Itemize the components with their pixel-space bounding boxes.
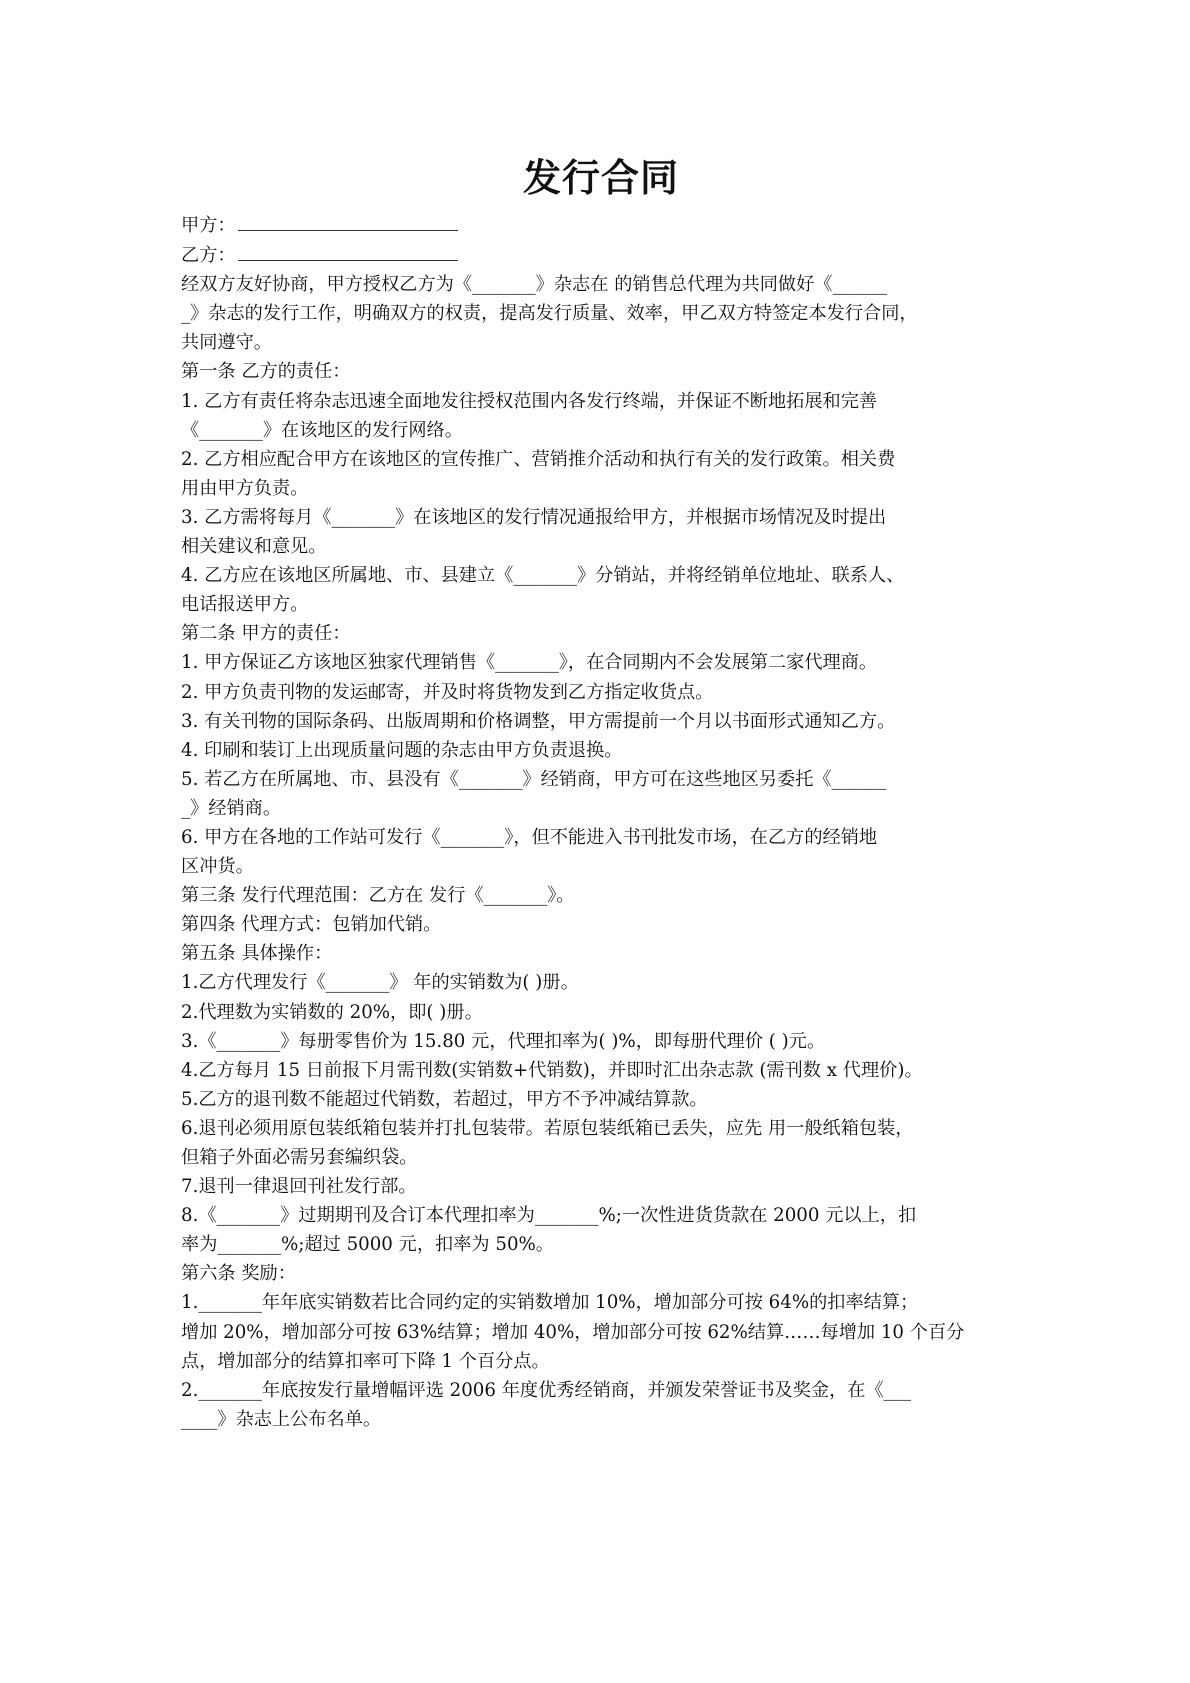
document-title: 发行合同 [522, 156, 679, 200]
document-line: ____》杂志上公布名单。 [181, 1408, 382, 1430]
document-line: 7.退刊一律退回刊社发行部。 [181, 1176, 417, 1198]
party-b-label: 乙方： [181, 245, 236, 267]
document-line: 第六条 奖励： [181, 1263, 296, 1285]
document-line: 1. 乙方有责任将杂志迅速全面地发往授权范围内各发行终端，并保证不断地拓展和完善 [181, 390, 878, 412]
document-line: 1. 甲方保证乙方该地区独家代理销售《_______》，在合同期内不会发展第二家代理商。 [181, 652, 878, 674]
document-line: 《_______》在该地区的发行网络。 [181, 419, 463, 441]
document-line: 率为_______%;超过 5000 元，扣率为 50%。 [181, 1234, 554, 1256]
document-line: 2. 乙方相应配合甲方在该地区的宣传推广、营销推介活动和执行有关的发行政策。相关费 [181, 448, 896, 470]
document-line: 6.退刊必须用原包装纸箱包装并打扎包装带。若原包装纸箱已丢失，应先 用一般纸箱包装， [181, 1117, 914, 1139]
document-line: 6. 甲方在各地的工作站可发行《_______》，但不能进入书刊批发市场，在乙方的经销地 [181, 826, 878, 848]
document-line: 4. 乙方应在该地区所属地、市、县建立《_______》分销站，并将经销单位地址、联系人、 [181, 565, 905, 587]
document-line: 8.《_______》过期期刊及合订本代理扣率为_______%;一次性进货货款在 2000 元以上，扣 [181, 1205, 917, 1227]
document-line: 但箱子外面必需另套编织袋。 [181, 1147, 418, 1168]
document-page [181, 150, 1021, 1434]
document-line: 1._______年年底实销数若比合同约定的实销数增加 10%，增加部分可按 64%的扣率结算； [181, 1292, 919, 1314]
document-line: 增加 20%，增加部分可按 63%结算；增加 40%，增加部分可按 62%结算……每增加 10 个百分 [181, 1321, 965, 1343]
document-line: 2._______年底按发行量增幅评选 2006 年度优秀经销商，并颁发荣誉证书及奖金，在《___ [181, 1379, 911, 1401]
document-line: 第五条 具体操作： [181, 943, 333, 965]
document-line: 相关建议和意见。 [181, 536, 327, 558]
document-line: 第一条 乙方的责任： [181, 361, 351, 383]
document-line: 用由甲方负责。 [181, 477, 309, 499]
document-line: 3.《_______》每册零售价为 15.80 元，代理扣率为( )%，即每册代理价 ( )元。 [181, 1030, 826, 1052]
document-line: 3. 有关刊物的国际条码、出版周期和价格调整，甲方需提前一个月以书面形式通知乙方。 [181, 710, 896, 732]
document-line: 4.乙方每月 15 日前报下月需刊数(实销数+代销数)，并即时汇出杂志款 (需刊数 x 代理价)。 [181, 1059, 923, 1081]
party-b-line [181, 240, 1021, 270]
document-line: 第三条 发行代理范围：乙方在 发行《_______》。 [181, 885, 575, 907]
party-b-blank [238, 240, 458, 261]
document-line: 共同遵守。 [181, 332, 272, 354]
document-line: 第二条 甲方的责任： [181, 623, 351, 645]
document-line: 点，增加部分的结算扣率可下降 1 个百分点。 [181, 1350, 550, 1372]
document-line: 2.代理数为实销数的 20%，即( )册。 [181, 1001, 483, 1023]
document-line: 第四条 代理方式：包销加代销。 [181, 914, 442, 936]
party-a-label: 甲方： [181, 215, 236, 236]
document-line: 电话报送甲方。 [181, 594, 309, 616]
document-line: 1.乙方代理发行《_______》 年的实销数为( )册。 [181, 972, 579, 994]
document-line: 经双方友好协商，甲方授权乙方为《_______》杂志在 的销售总代理为共同做好《______ [181, 274, 888, 296]
document-line: 3. 乙方需将每月《_______》在该地区的发行情况通报给甲方，并根据市场情况及时提出 [181, 506, 887, 528]
document-line: 区冲货。 [181, 856, 254, 878]
document-line: _》经销商。 [181, 797, 282, 819]
document-line: _》杂志的发行工作，明确双方的权责，提高发行质量、效率，甲乙双方特签定本发行合同， [181, 303, 918, 325]
document-body [181, 270, 1021, 1434]
party-a-blank [238, 210, 458, 231]
document-line: 4. 印刷和装订上出现质量问题的杂志由甲方负责退换。 [181, 739, 623, 761]
document-line: 5. 若乙方在所属地、市、县没有《_______》经销商，甲方可在这些地区另委托《______ [181, 768, 887, 790]
party-a-line [181, 210, 1021, 240]
document-line: 5.乙方的退刊数不能超过代销数，若超过，甲方不予冲减结算款。 [181, 1088, 708, 1110]
document-line: 2. 甲方负责刊物的发运邮寄，并及时将货物发到乙方指定收货点。 [181, 681, 714, 703]
